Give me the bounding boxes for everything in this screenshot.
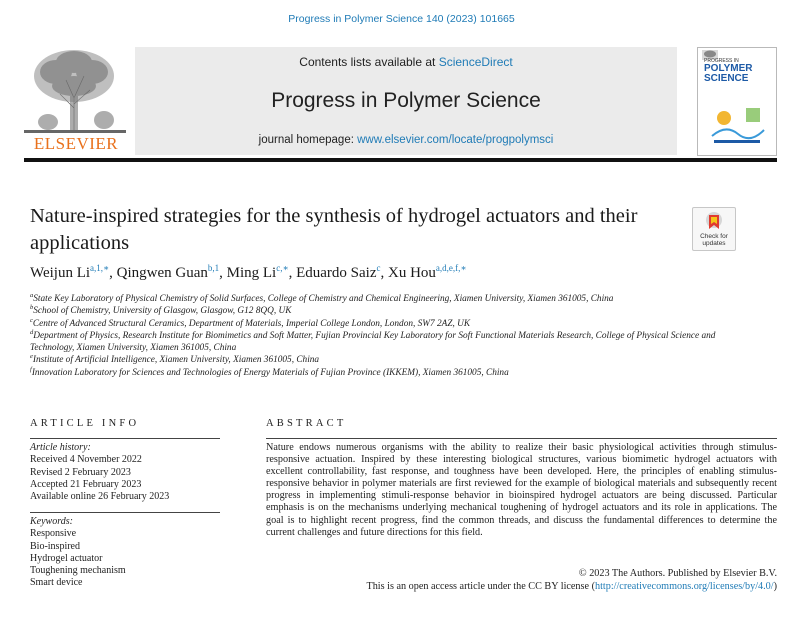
- affiliation-text: School of Chemistry, University of Glasgow, Glasgow, G12 8QQ, UK: [33, 306, 292, 317]
- affiliation-mark: c: [30, 316, 33, 324]
- author-affiliation-marks[interactable]: c,∗: [276, 263, 289, 273]
- journal-name: Progress in Polymer Science: [271, 89, 541, 112]
- affiliation-text: Centre of Advanced Structural Ceramics, Department of Materials, Imperial College London, London, SW7 2AZ, UK: [32, 318, 471, 329]
- license-prefix: This is an open access article under the CC BY license (: [366, 581, 595, 592]
- author-separator: ,: [219, 265, 227, 281]
- license-link[interactable]: http://creativecommons.org/licenses/by/4.0/: [594, 581, 774, 592]
- affiliation-mark: b: [30, 304, 34, 312]
- keyword-item: Toughening mechanism: [30, 565, 126, 577]
- abstract-divider: [266, 438, 777, 439]
- author-name[interactable]: Weijun Li: [30, 265, 91, 281]
- author-name[interactable]: Eduardo Saiz: [296, 265, 377, 281]
- affiliation-item: [30, 318, 720, 330]
- check-updates-bookmark-icon: [705, 211, 723, 233]
- affiliation-text: Institute of Artificial Intelligence, Xiamen University, Xiamen 361005, China: [32, 355, 320, 366]
- article-info-heading: ARTICLE INFO: [30, 418, 140, 429]
- author-affiliation-marks[interactable]: a,d,e,f,∗: [435, 263, 467, 273]
- cover-title-bottom: SCIENCE: [704, 73, 749, 84]
- article-history: [30, 442, 230, 503]
- cover-title-mid: POLYMER: [704, 63, 753, 74]
- keyword-item: Bio-inspired: [30, 540, 80, 552]
- contents-availability-line: [135, 55, 677, 69]
- affiliation-text: Innovation Laboratory for Sciences and Technologies of Energy Materials of Fujian Province (IKKEM), Xiamen 361005, China: [31, 367, 509, 378]
- license-suffix: ): [773, 581, 777, 592]
- journal-homepage-link[interactable]: www.elsevier.com/locate/progpolymsci: [357, 134, 554, 146]
- author-affiliation-marks[interactable]: c: [376, 263, 381, 273]
- homepage-prefix: journal homepage:: [258, 134, 358, 146]
- affiliation-mark: d: [30, 328, 34, 336]
- contents-prefix: Contents lists available at: [299, 55, 439, 69]
- keywords-divider: [30, 512, 220, 513]
- header-divider: [24, 158, 777, 162]
- article-history-label: Article history:: [30, 442, 91, 453]
- affiliations: [30, 293, 720, 379]
- keyword-item: Responsive: [30, 528, 77, 540]
- abstract-text: Nature endows numerous organisms with the ability to realize their basic physiological activities through stimulus-responsive actuation. Inspired by these interesting biological structures, various biomimetic hydrogel actuators with excellent controllability, fast response, and toughness have been developed. Here, the principles of enabling stimulus-responsive behavior in polymer materials are first reviewed for the example of biological materials and subsequently recent progress in implementing stimuli-response behavior in bioinspired hydrogel actuators are being discussed. Particular emphasis is on the mechanisms underlying mechanical toughening of hydrogel actuators and its role in applications. The goal is to highlight recent progress, find the common threads, and discuss the fundamental differences to determine the current challenges and future directions for this field.: [266, 442, 777, 538]
- elsevier-wordmark: ELSEVIER: [33, 134, 119, 153]
- author-name[interactable]: Xu Hou: [388, 265, 436, 281]
- keywords-label: Keywords:: [30, 516, 73, 527]
- cover-artwork-icon: [704, 100, 770, 150]
- author-separator: ,: [380, 265, 388, 281]
- affiliation-text: State Key Laboratory of Physical Chemistry of Solid Surfaces, College of Chemistry and Chemical Engineering, Xiamen University, Xiamen 361005, China: [33, 294, 614, 304]
- article-info-divider: [30, 438, 220, 439]
- journal-citation[interactable]: Progress in Polymer Science 140 (2023) 101665: [288, 13, 515, 25]
- author-separator: ,: [288, 265, 297, 281]
- journal-homepage-line: [135, 134, 677, 146]
- affiliation-text: Department of Physics, Research Institute for Biomimetics and Soft Matter, Fujian Provincial Key Laboratory for Soft Functional Materials Research, College of Physical Science and Technology, Xiamen University, Xiamen 361005, China: [30, 330, 716, 354]
- affiliation-mark: f: [30, 365, 32, 373]
- journal-cover-thumbnail[interactable]: [697, 47, 777, 156]
- author-name[interactable]: Ming Li: [226, 265, 277, 281]
- abstract-heading: ABSTRACT: [266, 418, 347, 429]
- history-item: Accepted 21 February 2023: [30, 478, 142, 490]
- affiliation-item: [30, 367, 720, 379]
- affiliation-item: [30, 293, 720, 305]
- history-item: Available online 26 February 2023: [30, 491, 170, 503]
- author-list: [30, 265, 730, 282]
- check-for-updates-label: Check for updates: [700, 233, 728, 247]
- history-item: Revised 2 February 2023: [30, 466, 131, 478]
- keyword-item: Smart device: [30, 577, 83, 589]
- author-separator: ,: [109, 265, 117, 281]
- affiliation-item: [30, 354, 720, 366]
- affiliation-item: [30, 330, 720, 355]
- keyword-item: Hydrogel actuator: [30, 552, 103, 564]
- cover-title: [704, 58, 770, 84]
- copyright-notice: © 2023 The Authors. Published by Elsevier B.V.: [578, 568, 777, 579]
- keywords: [30, 516, 230, 590]
- cover-title-top: PROGRESS IN: [704, 58, 739, 64]
- author-affiliation-marks[interactable]: a,1,∗: [90, 263, 110, 273]
- affiliation-item: [30, 305, 720, 317]
- article-title: Nature-inspired strategies for the synthesis of hydrogel actuators and their applications: [30, 205, 638, 254]
- author-affiliation-marks[interactable]: b,1: [207, 263, 220, 273]
- license-notice: [266, 581, 777, 592]
- affiliation-mark: e: [30, 353, 33, 361]
- sciencedirect-link[interactable]: ScienceDirect: [438, 55, 513, 69]
- affiliation-mark: a: [30, 291, 34, 299]
- author-name[interactable]: Qingwen Guan: [116, 265, 208, 281]
- history-item: Received 4 November 2022: [30, 454, 142, 466]
